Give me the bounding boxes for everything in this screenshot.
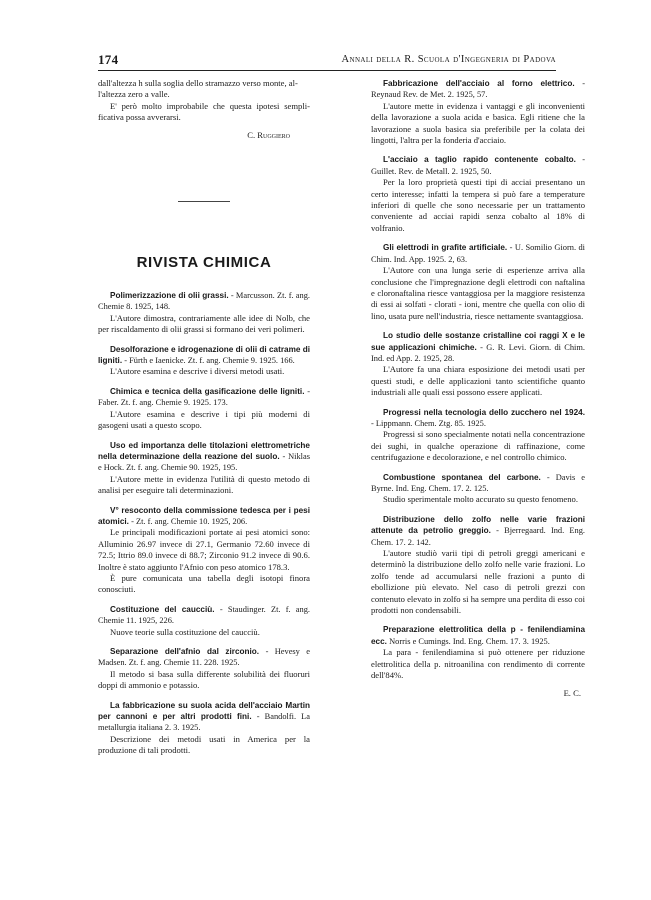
article-summary: Per la loro proprietà questi tipi di acciai presentano un certo interesse; infatti la tempera si può fare a temperature inferiori di quelle che sono necessarie per un trattamento conveniente ad acciai rapidi senza cobalto al 18% di volfranio. [371,177,585,233]
review-entry [371,407,585,464]
review-entry [371,514,585,617]
article-title: Costituzione del caucciù. [110,604,215,614]
review-entry [371,624,585,681]
article-citation: - Niklas e Hock. Zt. f. ang. Chemie 90. 1925, 195. [98,451,310,473]
article-title: L'acciaio a taglio rapido contenente cobalto. [383,155,576,165]
article-summary: L'Autore esamina e descrive i tipi più moderni di gasogeni usati a questo scopo. [98,408,310,431]
article-summary: Descrizione dei metodi usati in America per la produzione di tali prodotti. [98,733,310,756]
article-summary: L'Autore mette in evidenza l'utilità di questo metodo di analisi per eseguire tali determinazioni. [98,473,310,496]
review-entry [98,604,310,638]
article-citation: - Marcusson. Zt. f. ang. Chemie 8. 1925, 148. [98,291,310,312]
review-entry [98,440,310,497]
article-title: Preparazione elettrolitica della p - fenilendiamina ecc. [371,625,585,646]
review-entry [371,154,585,234]
carryover-line-1: dall'altezza h sulla soglia dello stramazzo verso monte, al- [98,78,298,88]
article-title: Desolforazione e idrogenazione di olii di catrame di ligniti. [98,344,310,366]
article-title: Polimerizzazione di olii grassi. [110,291,229,301]
review-entry [98,290,310,336]
review-entry [98,700,310,757]
article-citation: - Reynaud Rev. de Met. 2. 1925, 57. [371,79,585,100]
article-citation: - Fürth e Iaenicke. Zt. f. ang. Chemie 9. 1925. 166. [124,356,295,366]
carryover-paragraph: E' però molto improbabile che questa ipotesi sempli- ficativa possa avverarsi. [98,100,310,123]
article-citation: - G. R. Levi. Giorn. di Chim. Ind. ed App. 2. 1925, 28. [371,342,585,363]
article-citation: - Lippmann. Chem. Ztg. 85. 1925. [371,418,486,428]
article-citation: - Zt. f. ang. Chemie 10. 1925, 206. [131,516,248,526]
article-citation: - Bandolfi. La metallurgia italiana 2. 3. 1925. [98,712,310,733]
article-citation: Norris e Cumings. Ind. Eng. Chem. 17. 3. 1925. [389,636,550,646]
page-number: 174 [98,52,119,67]
section-title: RIVISTA CHIMICA [136,254,272,272]
review-entry [371,78,585,146]
article-summary: La para - fenilendiamina si può ottenere per riduzione elettrolitica della p. nitroanilina con rendimento di corrente dell'84%. [371,647,585,681]
reviewer-signature: E. C. [563,687,581,698]
review-entry [98,505,310,596]
section-divider [178,201,230,202]
article-title: Lo studio delle sostanze cristalline coi raggi X e le sue applicazioni chimiche. [371,331,585,352]
article-summary: L'autore studiò varii tipi di petroli greggi americani e determinò la distribuzione dello zolfo nelle varie frazioni. Lo zolfo tende ad accumularsi nelle frazioni a punto di ebollizione più elevato. Nel caso di petroli grezzi con contenuto elevato in zolfo si ha sempre una perdita di esso coi prodotti non condensabili. [371,548,585,616]
carryover-line-2: l'altezza zero a valle. [98,89,170,100]
article-title: Combustione spontanea del carbone. [383,472,541,482]
article-title: La fabbricazione su suola acida dell'acciaio Martin per cannoni e per altri prodotti fini. [98,700,310,722]
article-summary: L'autore mette in evidenza i vantaggi e gli inconvenienti della lavorazione a suola acida e basica. Egli ritiene che la lavorazione a suola basica sia preferibile per la colata dei lingotti, l'altra per la fonderia d'acciaio. [371,100,585,146]
article-citation: - Bjerregaard. Ind. Eng. Chem. 17. 2. 142. [371,526,585,547]
article-title: Gli elettrodi in grafite artificiale. [383,243,508,253]
article-citation: - Davis e Byrne. Ind. Eng. Chem. 17. 2. 125. [371,472,585,493]
article-summary: L'Autore con una lunga serie di esperienze arriva alla conclusione che l'impregnazione degli elettrodi con naftalina e cloronaftalina riesce vantaggiosa per la maggiore resistenza di essi ai solfati - clorati - ioni, mentre che quella con olio di lino, usata pure nell'industria, riesce nettamente svantaggiosa. [371,265,585,321]
review-entry [371,330,585,398]
right-column [371,78,585,699]
article-citation: - Hevesy e Madsen. Zt. f. ang. Chemie 11. 228. 1925. [98,647,310,668]
review-entry [98,386,310,432]
article-title: V° resoconto della commissione tedesca per i pesi atomici. [98,505,310,526]
article-summary: L'Autore dimostra, contrariamente alle idee di Nolb, che per riscaldamento di olii grassi si formano dei veri polimeri. [98,312,310,335]
article-summary: Studio sperimentale molto accurato su questo fenomeno. [383,494,578,505]
article-citation: - Faber. Zt. f. ang. Chemie 9. 1925. 173. [98,386,310,408]
article-title: Chimica e tecnica della gasificazione delle ligniti. [110,386,305,396]
article-title: Distribuzione dello zolfo nelle varie frazioni attenute da petrolio greggio. [371,514,585,536]
article-title: Separazione dell'afnio dal zirconio. [110,647,260,656]
header-rule [98,70,556,71]
article-title: Fabbricazione dell'acciaio al forno elettrico. [383,79,575,88]
article-summary: L'Autore esamina e descrive i diversi metodi usati. [110,366,285,377]
review-entry [98,344,310,378]
article-title: Progressi nella tecnologia dello zucchero nel 1924. [383,407,585,417]
article-summary: Le principali modificazioni portate ai pesi atomici sono: Alluminio 26.97 invece di 27.1, Germanio 72.60 invece di 72.5; Ittrio 89.0 invece di 88.7; Zirconio 91.2 invece di 90.6. Inoltre è stato aggiunto l'Afnio con peso atomico 178.3. [98,527,310,572]
article-summary: L'Autore fa una chiara esposizione dei metodi usati per questi studi, e delle applicazioni tanto scientifiche quanto industriali alle quali essi possono essere applicati. [371,364,585,398]
author-signature: C. Ruggiero [247,129,290,140]
review-entry [371,472,585,506]
article-summary: Progressi si sono specialmente notati nella concentrazione dei sughi, in qualche operazione di raffinazione, come centrifugazione e decolorazione, e nel controllo chimico. [371,429,585,463]
page-header [98,52,556,72]
review-entry [98,646,310,692]
article-summary-extra: È pure comunicata una tabella degli isotopi finora conosciuti. [98,572,310,595]
article-citation: - U. Somilio Giorn. di Chim. Ind. App. 1925. 2, 63. [371,243,585,264]
running-head: Annali della R. Scuola d'Ingegneria di Padova [341,54,556,65]
left-column [98,78,310,757]
review-entry [371,242,585,322]
article-summary: Nuove teorie sulla costituzione del caucciù. [110,626,260,637]
article-summary: Il metodo si basa sulla differente solubilità dei fluoruri doppi di ammonio e potassio. [98,668,310,691]
article-citation: - Guillet. Rev. de Metall. 2. 1925, 50. [371,155,585,176]
article-title: Uso ed importanza delle titolazioni elettrometriche nella determinazione della reazione del suolo. [98,440,310,461]
article-citation: - Staudinger. Zt. f. ang. Chemie 11. 1925, 226. [98,604,310,626]
